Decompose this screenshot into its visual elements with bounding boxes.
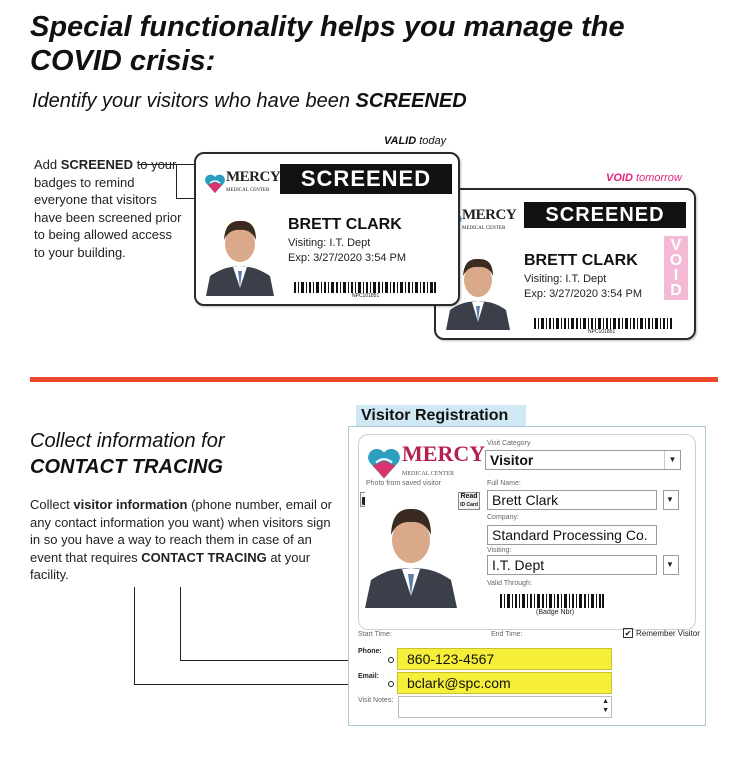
section1-subtitle: Identify your visitors who have been SCREENED	[32, 90, 467, 112]
end-time-label: End Time:	[491, 631, 523, 638]
headline: Special functionality helps you manage the COVID crisis:	[30, 11, 625, 77]
registration-barcode	[500, 594, 604, 608]
leader-dot	[388, 681, 394, 687]
visit-notes-field[interactable]	[398, 696, 612, 718]
void-tomorrow-label: VOID tomorrow	[606, 172, 682, 184]
valid-today-label: VALID today	[384, 135, 447, 147]
remember-visitor-checkbox[interactable]: ✔	[624, 629, 632, 638]
section-divider	[30, 377, 718, 382]
badge-screened-banner: SCREENED	[280, 164, 452, 194]
email-label: Email:	[358, 673, 380, 680]
chevron-down-icon: ▼	[666, 560, 674, 569]
registration-photo	[365, 488, 457, 608]
badge-barcode-number: NPC101851	[352, 293, 380, 299]
heart-logo-icon	[366, 448, 402, 480]
leader-line	[134, 587, 135, 684]
contact-tracing-description: Collect visitor information (phone number, email or any contact information you want) when visitors sign in so you have a way to reach them in case of an event that requires CONTACT TRACING at your facility.	[30, 497, 333, 582]
registration-logo: MERCY MEDICAL CENTER	[366, 444, 485, 484]
void-letter: V	[670, 237, 682, 254]
badge-logo: MERCY MEDICAL CENTER	[204, 170, 280, 198]
contact-tracing-heading: Collect information for CONTACT TRACING	[30, 430, 225, 478]
read-id-card-button[interactable]	[458, 492, 480, 510]
phone-field[interactable]: 860-123-4567	[397, 648, 612, 670]
visiting-field[interactable]: I.T. Dept	[487, 555, 657, 575]
phone-label: Phone:	[358, 648, 382, 655]
badge-expiration: Exp: 3/27/2020 3:54 PM	[288, 252, 407, 264]
read-label: Read	[460, 493, 478, 500]
chevron-down-icon: ▼	[664, 451, 680, 469]
photo-from-saved-label: Photo from saved visitor	[366, 480, 442, 487]
badge-visiting: Visiting: I.T. Dept	[524, 273, 607, 285]
badge-name: BRETT CLARK	[524, 252, 638, 269]
badge-visiting: Visiting: I.T. Dept	[288, 237, 371, 249]
read-sub-label: ID Card	[460, 502, 478, 508]
valid-through-label: Valid Through:	[487, 580, 532, 587]
full-name-field[interactable]: Brett Clark	[487, 490, 657, 510]
chevron-down-icon: ▼	[666, 495, 674, 504]
void-letter: O	[669, 252, 683, 269]
visiting-label: Visiting:	[487, 547, 512, 554]
void-strip	[664, 236, 688, 300]
screened-description: Add SCREENED to your badges to remind everyone that visitors have been screened prior to being allowed access to your building.	[34, 157, 182, 260]
void-letter: I	[673, 267, 679, 284]
remember-visitor-label: Remember Visitor	[636, 629, 700, 638]
scroll-arrows-icon[interactable]: ▲ ▼	[602, 698, 609, 714]
visiting-dropdown[interactable]	[663, 555, 679, 575]
company-field[interactable]: Standard Processing Co.	[487, 525, 657, 545]
badge-void	[434, 188, 696, 340]
void-letter: D	[670, 282, 682, 299]
full-name-dropdown[interactable]	[663, 490, 679, 510]
visit-category-select[interactable]	[485, 450, 681, 470]
visit-category-value: Visitor	[490, 452, 534, 468]
badge-barcode	[294, 282, 436, 293]
start-time-label: Start Time:	[358, 631, 392, 638]
leader-dot	[388, 657, 394, 663]
badge-nbr-label: (Badge Nbr)	[536, 609, 575, 616]
badge-barcode-number: NPC101851	[588, 329, 616, 335]
leader-line	[180, 587, 181, 660]
heart-logo-icon	[204, 174, 226, 194]
visitor-photo	[204, 204, 276, 296]
email-field[interactable]: bclark@spc.com	[397, 672, 612, 694]
visit-category-label: Visit Category	[487, 440, 531, 447]
badge-valid	[194, 152, 460, 306]
visitor-registration-title: Visitor Registration	[356, 405, 526, 427]
full-name-label: Full Name:	[487, 480, 521, 487]
badge-screened-banner: SCREENED	[524, 202, 686, 228]
badge-expiration: Exp: 3/27/2020 3:54 PM	[524, 288, 643, 300]
visit-notes-label: Visit Notes:	[358, 697, 394, 704]
company-label: Company:	[487, 514, 519, 521]
badge-logo: MERCY MEDICAL CENTER	[446, 208, 516, 236]
leader-line	[176, 164, 183, 199]
badge-barcode	[534, 318, 672, 329]
badge-name: BRETT CLARK	[288, 216, 402, 233]
